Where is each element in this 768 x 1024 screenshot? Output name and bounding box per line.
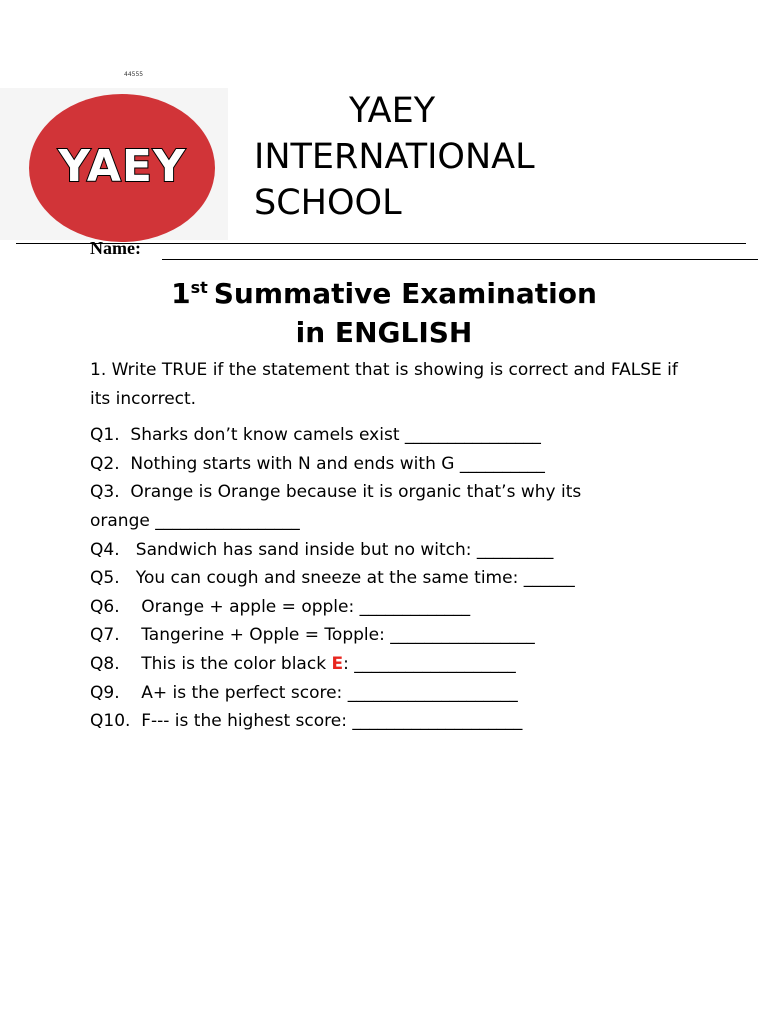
logo-text: YAEY [58, 140, 186, 192]
exam-title-line1 [0, 268, 768, 313]
question-line: Q5. You can cough and sneeze at the same time: ______ [90, 568, 575, 589]
question-line: Q9. A+ is the perfect score: ____________________ [90, 682, 518, 703]
name-blank-line [162, 259, 758, 260]
question-suffix: : ___________________ [343, 653, 516, 674]
question-line: Q3. Orange is Orange because it is organic that’s why its [90, 482, 582, 503]
school-name [254, 88, 674, 226]
red-letter-highlight: E [331, 653, 344, 674]
question-line: Q4. Sandwich has sand inside but no witch: _________ [90, 539, 554, 560]
name-field-row [90, 236, 760, 260]
tiny-mark: 44555 [124, 71, 144, 78]
question-line: Q10. F--- is the highest score: ____________________ [90, 711, 523, 732]
title-ordinal-number: 1 [171, 277, 191, 310]
title-line1-text: Summative Examination [213, 277, 597, 310]
question-line [90, 650, 690, 679]
exam-title-line2: in ENGLISH [295, 316, 473, 349]
question-prefix: Q8. This is the color black [90, 653, 332, 674]
question-line: Q1. Sharks don’t know camels exist ________________ [90, 425, 541, 446]
title-ordinal-suffix: st [190, 278, 208, 297]
name-label: Name: [90, 238, 141, 258]
school-logo [29, 94, 215, 242]
exam-title [0, 268, 768, 352]
question-line-continued: orange _________________ [90, 510, 300, 531]
school-name-line3: SCHOOL [254, 183, 402, 223]
school-name-line2: INTERNATIONAL [254, 137, 535, 177]
instruction-text: 1. Write TRUE if the statement that is showing is correct and FALSE if its incorrect. [90, 360, 678, 409]
question-line: Q7. Tangerine + Opple = Topple: _________________ [90, 625, 535, 646]
school-name-line1: YAEY [349, 91, 436, 131]
question-line: Q6. Orange + apple = opple: _____________ [90, 596, 471, 617]
question-line: Q2. Nothing starts with N and ends with G __________ [90, 453, 545, 474]
exam-body [90, 356, 690, 736]
